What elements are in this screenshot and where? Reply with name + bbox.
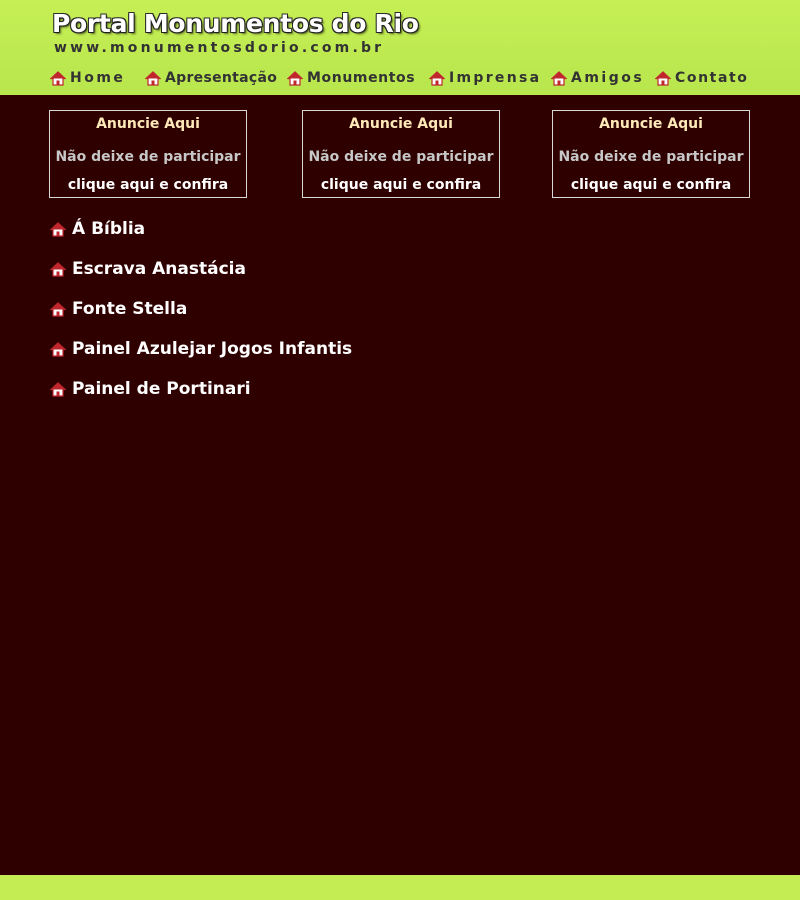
house-icon <box>50 222 66 237</box>
nav-imprensa[interactable] <box>429 68 541 88</box>
nav-monumentos-label: Monumentos <box>307 70 416 86</box>
monument-label: Painel Azulejar Jogos Infantis <box>72 339 353 359</box>
ad-title: Anuncie Aqui <box>349 116 453 132</box>
nav-amigos-label: Amigos <box>571 70 645 86</box>
ad-link[interactable]: clique aqui e confira <box>320 177 482 193</box>
ad-line: Não deixe de participar <box>558 149 744 165</box>
nav-amigos[interactable] <box>551 68 644 88</box>
nav-home-label: Home <box>70 70 126 86</box>
ad-box-2[interactable] <box>302 110 500 198</box>
ad-link[interactable]: clique aqui e confira <box>570 177 732 193</box>
house-icon <box>50 71 66 86</box>
nav-home[interactable] <box>50 68 125 88</box>
monument-label: Painel de Portinari <box>72 379 251 399</box>
monument-link-escrava-anastacia[interactable] <box>50 257 246 281</box>
house-icon <box>429 71 445 86</box>
ad-line: Não deixe de participar <box>55 149 241 165</box>
nav-monumentos[interactable] <box>287 68 415 88</box>
nav-contato[interactable] <box>655 68 749 88</box>
house-icon <box>50 302 66 317</box>
ad-title: Anuncie Aqui <box>599 116 703 132</box>
house-icon <box>50 342 66 357</box>
house-icon <box>655 71 671 86</box>
monument-label: Á Bíblia <box>72 219 146 239</box>
nav-apresentacao-label: Apresentação <box>165 70 278 86</box>
monument-link-painel-azulejar[interactable] <box>50 337 352 361</box>
monument-label: Escrava Anastácia <box>72 259 246 279</box>
site-url: www.monumentosdorio.com.br <box>54 40 385 56</box>
ad-box-3[interactable] <box>552 110 750 198</box>
monument-link-a-biblia[interactable] <box>50 217 145 241</box>
house-icon <box>50 382 66 397</box>
main-nav <box>0 68 800 90</box>
house-icon <box>287 71 303 86</box>
house-icon <box>145 71 161 86</box>
site-footer <box>0 875 800 900</box>
monument-link-fonte-stella[interactable] <box>50 297 187 321</box>
ad-box-1[interactable] <box>49 110 247 198</box>
ad-line: Não deixe de participar <box>308 149 494 165</box>
house-icon <box>551 71 567 86</box>
ad-link[interactable]: clique aqui e confira <box>67 177 229 193</box>
nav-contato-label: Contato <box>675 70 749 86</box>
monument-label: Fonte Stella <box>72 299 188 319</box>
house-icon <box>50 262 66 277</box>
ad-title: Anuncie Aqui <box>96 116 200 132</box>
nav-imprensa-label: Imprensa <box>449 70 542 86</box>
site-header <box>0 0 800 95</box>
site-title[interactable]: Portal Monumentos do Rio <box>52 9 419 38</box>
nav-apresentacao[interactable] <box>145 68 277 88</box>
monument-link-painel-portinari[interactable] <box>50 377 251 401</box>
